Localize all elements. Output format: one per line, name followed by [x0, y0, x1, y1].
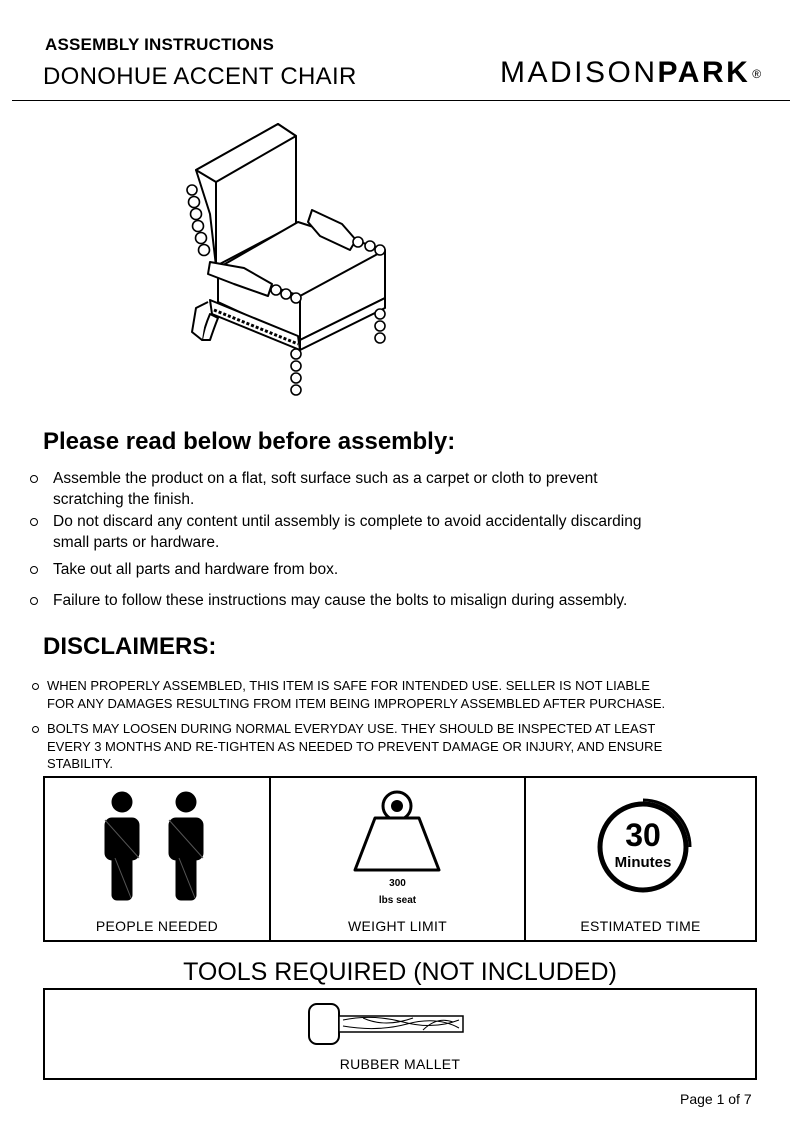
- time-value: 30: [625, 817, 661, 853]
- chair-illustration: [180, 118, 400, 408]
- list-item-text: small parts or hardware.: [53, 534, 220, 551]
- weight-limit-icon: [349, 788, 445, 874]
- disclaimer-text: FOR ANY DAMAGES RESULTING FROM ITEM BEING IMPROPERLY ASSEMBLED AFTER PURCHASE.: [47, 695, 666, 711]
- tools-panel: [43, 988, 757, 1080]
- page-number: Page 1 of 7: [680, 1091, 752, 1107]
- list-item-text: Assemble the product on a flat, soft surface such as a carpet or cloth to prevent: [53, 470, 598, 487]
- info-divider: [269, 778, 271, 940]
- bullet-icon: [30, 475, 38, 483]
- disclaimer-item: [32, 677, 772, 712]
- bullet-icon: [32, 683, 39, 690]
- weight-limit-label: WEIGHT LIMIT: [347, 918, 447, 934]
- disclaimer-text: WHEN PROPERLY ASSEMBLED, THIS ITEM IS SAFE FOR INTENDED USE. SELLER IS NOT LIABLE: [47, 678, 650, 693]
- disclaimers-heading: DISCLAIMERS:: [43, 633, 217, 660]
- list-item: [30, 468, 770, 510]
- list-item: [30, 559, 770, 580]
- people-needed-icon: [97, 790, 217, 902]
- brand-logo-bold: PARK: [657, 56, 751, 89]
- time-unit: Minutes: [614, 854, 672, 871]
- registered-mark: ®: [752, 67, 762, 82]
- bullet-icon: [32, 726, 39, 733]
- before-assembly-heading: Please read below before assembly:: [43, 428, 456, 455]
- disclaimer-text: STABILITY.: [47, 756, 113, 771]
- weight-value: 300: [389, 878, 406, 889]
- product-name: DONOHUE ACCENT CHAIR: [43, 63, 357, 90]
- tools-heading: TOOLS REQUIRED (NOT INCLUDED): [183, 958, 617, 986]
- tool-label: RUBBER MALLET: [339, 1056, 461, 1072]
- brand-logo-light: MADISON: [500, 56, 658, 89]
- bullet-icon: [30, 597, 38, 605]
- estimated-time-label: ESTIMATED TIME: [580, 918, 701, 934]
- list-item-text: Failure to follow these instructions may cause the bolts to misalign during assembly.: [53, 592, 628, 609]
- list-item: [30, 511, 770, 553]
- document-type: ASSEMBLY INSTRUCTIONS: [45, 35, 275, 54]
- info-divider: [524, 778, 526, 940]
- bullet-icon: [30, 566, 38, 574]
- list-item-text: Do not discard any content until assembly is complete to avoid accidentally discarding: [53, 513, 642, 530]
- brand-logo: [500, 56, 761, 90]
- info-panel: [43, 776, 757, 942]
- disclaimer-text: BOLTS MAY LOOSEN DURING NORMAL EVERYDAY USE. THEY SHOULD BE INSPECTED AT LEAST: [47, 721, 656, 736]
- list-item-text: scratching the finish.: [53, 491, 195, 508]
- header-rule: [12, 100, 790, 101]
- list-item: [30, 590, 770, 611]
- weight-unit: lbs seat: [378, 895, 417, 906]
- people-needed-label: PEOPLE NEEDED: [95, 918, 219, 934]
- disclaimer-item: [32, 720, 772, 773]
- bullet-icon: [30, 518, 38, 526]
- disclaimer-text: EVERY 3 MONTHS AND RE-TIGHTEN AS NEEDED TO PREVENT DAMAGE OR INJURY, AND ENSURE: [47, 738, 663, 754]
- list-item-text: Take out all parts and hardware from box.: [53, 561, 339, 578]
- rubber-mallet-icon: [303, 998, 467, 1050]
